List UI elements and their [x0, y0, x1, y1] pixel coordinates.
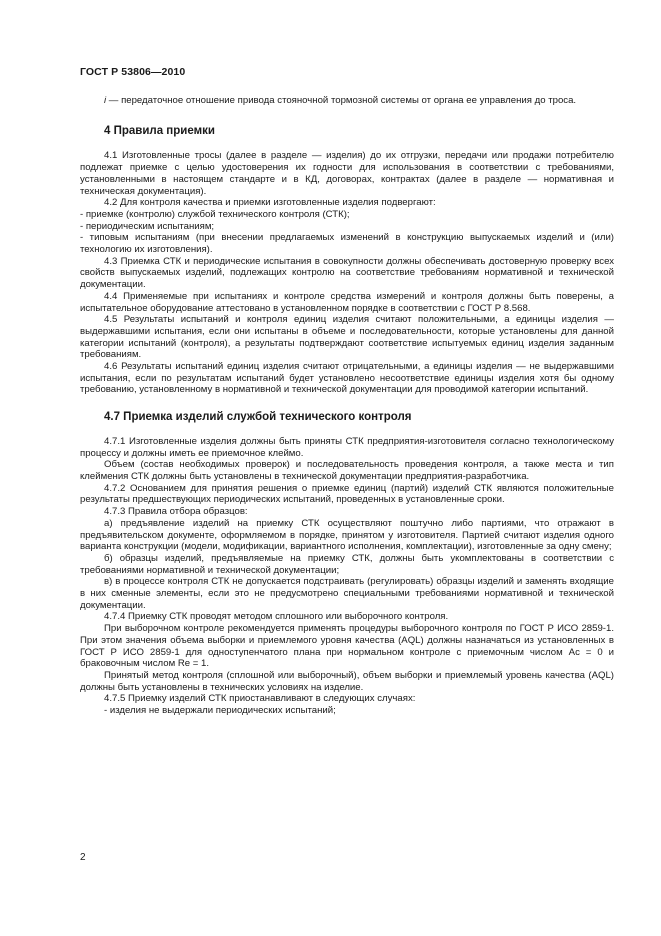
- page-number: 2: [80, 852, 86, 863]
- paragraph-4-7-1-b: Объем (состав необходимых проверок) и последовательность проведения контроля, а также места и тип клеймения СТК должны быть установлены в технической документации предприятия-разработчика.: [80, 459, 614, 482]
- paragraph-4-7-2: 4.7.2 Основанием для принятия решения о приемке единиц (партий) изделий СТК являются положительные результаты предшествующих периодических испытаний, проведенных в установленные сроки.: [80, 482, 614, 506]
- paragraph-4-1: 4.1 Изготовленные тросы (далее в разделе — изделия) до их отгрузки, передачи или продажи потребителю подлежат приемке с целью удостоверения их годности для использования в соответствии с требованиями, установленными в настоящем стандарте и в КД, договорах, контрактах (далее в разделе — нормативная и техническая документация).: [80, 150, 614, 197]
- intro-definition-text: — передаточное отношение привода стояночной тормозной системы от органа ее управления до троса.: [106, 95, 577, 106]
- paragraph-4-7-4: 4.7.4 Приемку СТК проводят методом сплошного или выборочного контроля.: [104, 611, 449, 623]
- list-item-4-7-5-1: - изделия не выдержали периодических испытаний;: [104, 705, 336, 717]
- intro-definition: [80, 95, 614, 107]
- section-4-7-title: 4.7 Приемка изделий службой технического контроля: [104, 411, 412, 424]
- paragraph-4-7-3-c: в) в процессе контроля СТК не допускается подстраивать (регулировать) образцы изделий и заменять входящие в них сменные элементы, если это не предусмотрено специальными требованиями нормативной и технической документации.: [80, 576, 614, 611]
- document-header: ГОСТ Р 53806—2010: [80, 66, 186, 78]
- intro-symbol: i: [104, 95, 107, 106]
- paragraph-4-7-5: 4.7.5 Приемку изделий СТК приостанавливают в следующих случаях:: [104, 693, 416, 705]
- document-body: [80, 95, 614, 717]
- list-item-4-2-1: - приемке (контролю) службой технического контроля (СТК);: [80, 208, 350, 220]
- paragraph-4-7-1: 4.7.1 Изготовленные изделия должны быть приняты СТК предприятия-изготовителя согласно технологическому процессу и должны иметь ее приемочное клеймо.: [80, 435, 614, 459]
- paragraph-4-4: 4.4 Применяемые при испытаниях и контроле средства измерений и контроля должны быть поверены, а испытательное оборудование аттестовано в установленном порядке в соответствии с ГОСТ Р 8.568.: [80, 290, 614, 314]
- paragraph-4-2: 4.2 Для контроля качества и приемки изготовленные изделия подвергают:: [104, 197, 436, 209]
- list-item-4-2-3: - типовым испытаниям (при внесении предлагаемых изменений в конструкцию выпускаемых изделий и (или) технологию их изготовления).: [80, 232, 614, 256]
- paragraph-4-7-3: 4.7.3 Правила отбора образцов:: [104, 506, 248, 518]
- paragraph-4-7-4-c: Принятый метод контроля (сплошной или выборочный), объем выборки и приемлемый уровень качества (AQL) должны быть установлены в технических условиях на изделие.: [80, 669, 614, 693]
- section-4-title: 4 Правила приемки: [104, 124, 215, 137]
- paragraph-4-7-3-a: а) предъявление изделий на приемку СТК осуществляют поштучно либо партиями, что отражают в предъявительском документе, оформляемом в порядке, принятом у изготовителя. Партией считают изделия одного варианта конструкции (модели, модификации, вариантного исполнения, комплектации), изготовленные за одну смену;: [80, 517, 614, 553]
- list-item-4-2-2: - периодическим испытаниям;: [80, 220, 215, 232]
- paragraph-4-5: 4.5 Результаты испытаний и контроля единиц изделия считают положительными, а единицы изделия — выдержавшими испытания, если они испытаны в объеме и последовательности, которые установлены для данной категории испытаний (контроля), а результаты подтверждают соответствие испытуемых единиц изделия заданным требованиям.: [80, 314, 614, 361]
- paragraph-4-7-3-b: б) образцы изделий, предъявляемые на приемку СТК, должны быть укомплектованы в соответствии с требованиями нормативной и технической документации;: [80, 552, 614, 576]
- paragraph-4-3: 4.3 Приемка СТК и периодические испытания в совокупности должны обеспечивать достоверную проверку всех свойств выпускаемых изделий, подлежащих контролю на соответствие требованиям нормативной и технической документации.: [80, 255, 614, 291]
- paragraph-4-6: 4.6 Результаты испытаний единиц изделия считают отрицательными, а единицы изделия — не выдержавшими испытания, если по результатам испытаний будет установлено несоответствие единицы изделия хотя бы одному требованию, установленному в нормативной и технической документации для проводимой категории испытаний.: [80, 361, 614, 396]
- paragraph-4-7-4-b: При выборочном контроле рекомендуется применять процедуры выборочного контроля по ГОСТ Р ИСО 2859-1. При этом значения объема выборки и приемлемого уровня качества (AQL) должны назначаться из установленных в ГОСТ Р ИСО 2859-1 для одноступенчатого плана при нормальном контроле с приемочным числом Ас = 0 и браковочным числом Re = 1.: [80, 623, 614, 670]
